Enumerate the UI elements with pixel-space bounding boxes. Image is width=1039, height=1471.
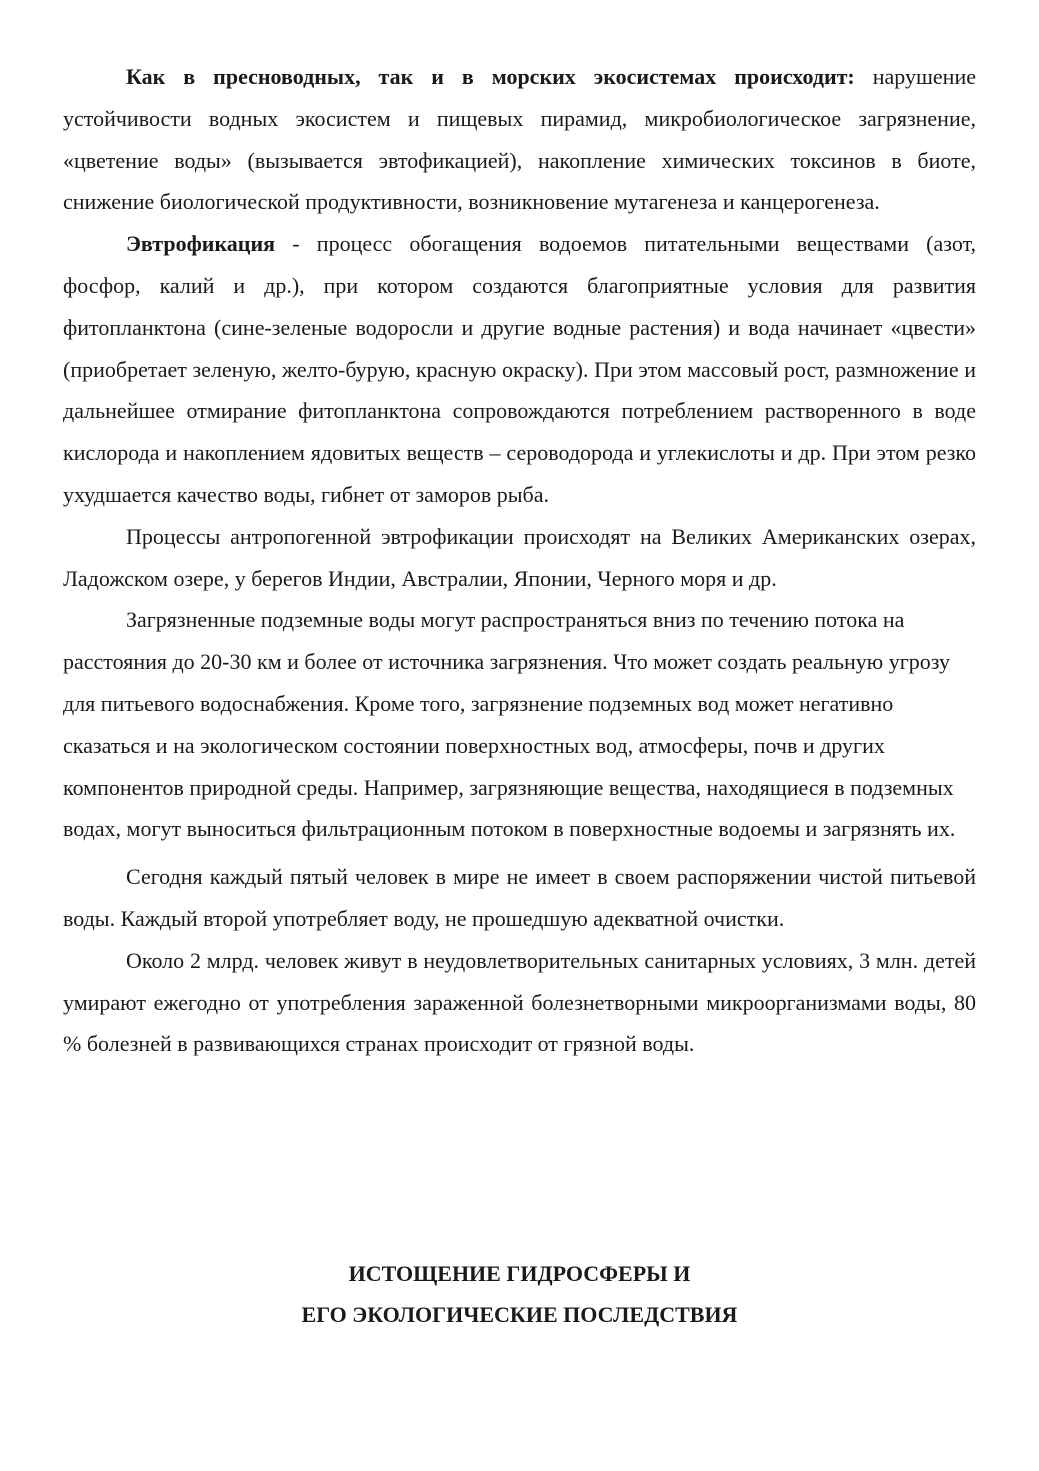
section-heading-line-1: ИСТОЩЕНИЕ ГИДРОСФЕРЫ И	[348, 1261, 691, 1286]
section-heading-line-2: ЕГО ЭКОЛОГИЧЕСКИЕ ПОСЛЕДСТВИЯ	[301, 1302, 738, 1327]
document-body	[63, 56, 976, 1065]
term-eutrophication: Эвтрофикация	[126, 231, 276, 257]
paragraph-text: Около 2 млрд. человек живут в неудовлетворительных санитарных условиях, 3 млн. детей умирают ежегодно от употребления зараженной болезнетворными микроорганизмами воды, 80 % болезней в развивающихся странах происходит от грязной воды.	[63, 947, 976, 1057]
paragraph-text: Загрязненные подземные воды могут распространяться вниз по течению потока на расстояния до 20-30 км и более от источника загрязнения. Что может создать реальную угрозу для питьевого водоснабжения. Кроме того, загрязнение подземных вод может негативно сказаться и на экологическом состоянии поверхностных вод, атмосферы, почв и других компонентов природной среды. Например, загрязняющие вещества, находящиеся в подземных водах, могут выноситься фильтрационным потоком в поверхностные водоемы и загрязнять их.	[63, 607, 956, 842]
paragraph-sanitation	[63, 940, 976, 1065]
paragraph-drinking-water	[63, 856, 976, 940]
paragraph-text: Сегодня каждый пятый человек в мире не имеет в своем распоряжении чистой питьевой воды. Каждый второй употребляет воду, не прошедшую адекватной очистки.	[63, 864, 976, 931]
paragraph-groundwater	[63, 599, 976, 850]
paragraph-lead: Как в пресноводных, так и в морских экосистемах происходит:	[126, 64, 855, 89]
paragraph-eutrophication	[63, 223, 976, 516]
paragraph-anthropogenic	[63, 516, 976, 600]
paragraph-ecosystems	[63, 56, 976, 223]
paragraph-text: Процессы антропогенной эвтрофикации происходят на Великих Американских озерах, Ладожском озере, у берегов Индии, Австралии, Японии, Черного моря и др.	[63, 523, 976, 591]
paragraph-text: нарушение устойчивости водных экосистем и пищевых пирамид, микробиологическое загрязнение, «цветение воды» (вызывается эвтофикацией), накопление химических токсинов в биоте, снижение биологической продуктивности, возникновение мутагенеза и канцерогенеза.	[63, 64, 976, 215]
paragraph-text: - процесс обогащения водоемов питательными веществами (азот, фосфор, калий и др.), при котором создаются благоприятные условия для развития фитопланктона (сине-зеленые водоросли и другие водные растения) и вода начинает «цвести» (приобретает зеленую, желто-бурую, красную окраску). При этом массовый рост, размножение и дальнейшее отмирание фитопланктона сопровождаются потреблением растворенного в воде кислорода и накоплением ядовитых веществ – сероводорода и углекислоты и др. При этом резко ухудшается качество воды, гибнет от заморов рыба.	[63, 231, 976, 507]
